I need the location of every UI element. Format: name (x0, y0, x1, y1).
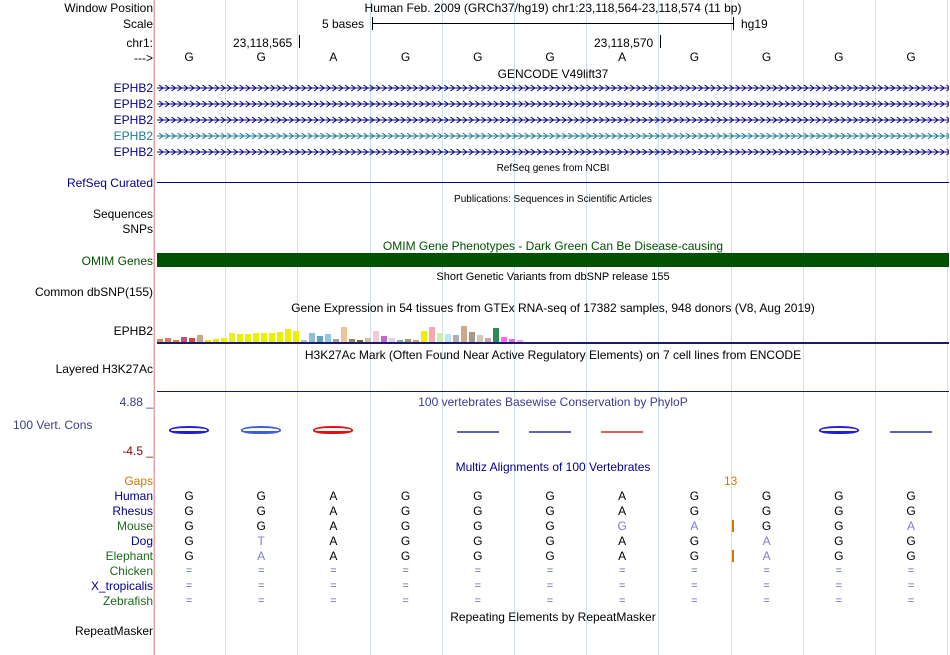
refseq-gene-line[interactable] (157, 182, 949, 183)
alignment-base: G (256, 504, 266, 518)
species-label[interactable]: Human (114, 489, 153, 503)
position-tick-2 (660, 35, 661, 48)
sequences-label[interactable]: Sequences (92, 207, 153, 221)
alignment-base: = (257, 595, 265, 607)
gtex-tissue-bar[interactable] (437, 333, 443, 342)
alignment-base: A (257, 549, 266, 563)
alignment-base: G (617, 519, 627, 533)
gtex-tissue-bar[interactable] (325, 334, 331, 342)
alignment-base: = (691, 595, 698, 607)
alignment-base: G (473, 534, 483, 548)
alignment-base: G (834, 504, 844, 518)
alignment-base: G (545, 489, 555, 503)
alignment-base: G (256, 519, 266, 533)
label-column-divider (154, 0, 155, 655)
gencode-transcript-label[interactable]: EPHB2 (113, 145, 153, 159)
gtex-tissue-bar[interactable] (197, 335, 203, 342)
alignment-base: = (907, 565, 915, 577)
alignment-base: A (329, 504, 338, 518)
alignment-base: = (763, 595, 770, 607)
conservation-logo (601, 431, 643, 433)
alignment-base: G (184, 549, 194, 563)
species-label[interactable]: Rhesus (112, 504, 153, 518)
alignment-base: = (330, 580, 337, 592)
assembly-label: hg19 (741, 17, 768, 31)
alignment-base: G (545, 549, 555, 563)
alignment-base: = (835, 565, 843, 577)
gtex-tissue-bar[interactable] (493, 328, 499, 342)
gtex-tissue-bar[interactable] (477, 335, 483, 342)
dbsnp-label[interactable]: Common dbSNP(155) (34, 285, 153, 299)
gencode-transcript-label[interactable]: EPHB2 (113, 113, 153, 127)
alignment-base: G (761, 504, 772, 518)
alignment-base: A (618, 549, 627, 563)
phylop-track-title: 100 vertebrates Basewise Conservation by PhyloP (418, 395, 688, 409)
alignment-base: G (545, 534, 555, 548)
gtex-tissue-bar[interactable] (237, 334, 243, 342)
gencode-transcript-arrows[interactable] (157, 130, 949, 142)
alignment-base: = (835, 580, 843, 592)
alignment-base: G (689, 534, 700, 548)
species-label[interactable]: Dog (130, 534, 153, 548)
window-position-label: Window Position (64, 1, 153, 15)
alignment-base: G (473, 549, 483, 563)
alignment-base: = (546, 565, 554, 577)
alignment-base: = (907, 580, 915, 592)
omim-track-title: OMIM Gene Phenotypes - Dark Green Can Be Disease-causing (382, 239, 724, 253)
alignment-base: G (184, 519, 194, 533)
gencode-transcript-arrows[interactable] (157, 146, 949, 158)
refseq-track-title: RefSeq genes from NCBI (496, 163, 610, 174)
alignment-base: = (185, 595, 193, 607)
insertion-marker (732, 550, 734, 562)
reference-base: A (329, 50, 338, 64)
repeatmasker-track-title: Repeating Elements by RepeatMasker (450, 610, 656, 624)
gaps-label[interactable]: Gaps (124, 474, 153, 488)
browser-title: Human Feb. 2009 (GRCh37/hg19) chr1:23,118,564-23,118,574 (11 bp) (364, 1, 742, 15)
snps-label[interactable]: SNPs (122, 222, 153, 236)
reference-base: G (761, 50, 772, 64)
alignment-base: = (402, 580, 409, 592)
gtex-tissue-bar[interactable] (453, 335, 459, 342)
alignment-base: G (184, 489, 194, 503)
alignment-base: G (689, 489, 700, 503)
conservation-logo (169, 426, 209, 434)
gtex-tissue-bar[interactable] (293, 331, 299, 342)
reference-base: G (545, 50, 555, 64)
alignment-base: G (400, 504, 411, 518)
gtex-tissue-bar[interactable] (309, 333, 315, 342)
alignment-base: A (762, 534, 771, 548)
gtex-baseline (157, 342, 949, 344)
reference-base: A (618, 50, 627, 64)
refseq-label[interactable]: RefSeq Curated (66, 176, 153, 190)
gtex-tissue-bar[interactable] (429, 327, 435, 342)
reference-base: G (473, 50, 483, 64)
alignment-base: G (400, 519, 411, 533)
alignment-base: A (618, 489, 627, 503)
scale-bar (372, 23, 733, 24)
alignment-base: = (330, 595, 337, 607)
conservation-logo (313, 426, 353, 434)
alignment-base: G (184, 534, 194, 548)
species-label[interactable]: X_tropicalis (90, 579, 153, 593)
alignment-base: G (906, 489, 916, 503)
gencode-transcript-arrows[interactable] (157, 114, 949, 126)
alignment-base: = (763, 565, 770, 577)
alignment-base: = (402, 595, 409, 607)
gencode-transcript-label[interactable]: EPHB2 (113, 81, 153, 95)
alignment-base: = (691, 580, 698, 592)
gtex-tissue-bar[interactable] (373, 331, 379, 342)
alignment-base: = (907, 595, 915, 607)
insertion-marker (732, 520, 734, 532)
reference-base: G (184, 50, 194, 64)
alignment-base: G (906, 549, 916, 563)
phylop-min-label: -4.5 _ (122, 444, 153, 458)
gap-count: 13 (724, 474, 738, 488)
reference-base: G (689, 50, 700, 64)
conservation-logo (457, 431, 499, 433)
gencode-transcript-arrows[interactable] (157, 82, 949, 94)
alignment-base: G (473, 519, 483, 533)
species-label[interactable]: Chicken (109, 564, 153, 578)
gtex-label[interactable]: EPHB2 (113, 324, 153, 338)
alignment-base: G (400, 489, 411, 503)
gtex-track-title: Gene Expression in 54 tissues from GTEx RNA-seq of 17382 samples, 948 donors (V8, Aug 2019) (291, 301, 815, 315)
scale-bar-left-tick (372, 17, 373, 30)
alignment-base: = (618, 580, 626, 592)
alignment-base: A (329, 489, 338, 503)
alignment-base: G (473, 504, 483, 518)
alignment-base: = (546, 580, 554, 592)
gtex-tissue-bar[interactable] (229, 333, 235, 342)
alignment-base: A (618, 534, 627, 548)
alignment-base: = (185, 565, 193, 577)
phylop-max-label: 4.88 _ (119, 395, 153, 409)
alignment-base: = (618, 595, 626, 607)
h3k27ac-baseline (157, 391, 949, 392)
gtex-tissue-bar[interactable] (269, 333, 275, 342)
alignment-base: G (689, 549, 700, 563)
position-tick-1 (299, 35, 300, 48)
alignment-base: G (184, 504, 194, 518)
chr-label: chr1: (126, 36, 153, 50)
gtex-tissue-bar[interactable] (253, 333, 259, 342)
gtex-expression-chart[interactable] (157, 316, 949, 342)
reference-base: G (834, 50, 844, 64)
gtex-tissue-bar[interactable] (277, 332, 283, 342)
conservation-label[interactable]: 100 Vert. Cons (13, 418, 93, 432)
alignment-base: G (834, 489, 844, 503)
alignment-base: G (689, 504, 700, 518)
alignment-base: = (546, 595, 554, 607)
alignment-base: = (763, 580, 770, 592)
alignment-base: G (400, 549, 411, 563)
repeatmasker-label[interactable]: RepeatMasker (74, 624, 153, 638)
alignment-base: = (257, 580, 265, 592)
h3k27ac-label[interactable]: Layered H3K27Ac (55, 362, 153, 376)
gtex-tissue-bar[interactable] (461, 326, 467, 342)
alignment-base: T (257, 534, 265, 548)
gtex-tissue-bar[interactable] (245, 334, 251, 342)
gtex-tissue-bar[interactable] (421, 331, 427, 342)
reference-base: G (400, 50, 411, 64)
alignment-base: = (835, 595, 843, 607)
alignment-base: = (474, 580, 482, 592)
gencode-track-title: GENCODE V49lift37 (497, 67, 609, 81)
omim-gene-bar[interactable] (157, 253, 949, 267)
alignment-base: = (474, 565, 482, 577)
alignment-base: G (834, 549, 844, 563)
dbsnp-track-title: Short Genetic Variants from dbSNP release 155 (436, 271, 670, 283)
position-tick-label-1: 23,118,565 (233, 36, 293, 50)
species-label[interactable]: Elephant (105, 549, 153, 563)
alignment-base: G (761, 519, 772, 533)
multiz-track-title: Multiz Alignments of 100 Vertebrates (455, 460, 651, 474)
species-label[interactable]: Zebrafish (102, 594, 153, 608)
scale-text: 5 bases (322, 17, 365, 31)
alignment-base: G (761, 489, 772, 503)
alignment-base: = (330, 565, 337, 577)
strand-arrow-label: ---> (134, 51, 153, 65)
gtex-tissue-bar[interactable] (285, 329, 291, 342)
alignment-base: A (762, 549, 771, 563)
alignment-base: = (691, 565, 698, 577)
conservation-logo (241, 426, 281, 434)
gencode-transcript-label[interactable]: EPHB2 (113, 97, 153, 111)
alignment-base: = (257, 565, 265, 577)
alignment-base: G (545, 504, 555, 518)
gencode-transcript-arrows[interactable] (157, 98, 949, 110)
publications-track-title: Publications: Sequences in Scientific Articles (454, 194, 652, 205)
reference-base: G (256, 50, 266, 64)
alignment-base: = (185, 580, 193, 592)
alignment-base: = (402, 565, 409, 577)
alignment-base: A (329, 519, 338, 533)
alignment-base: G (906, 534, 916, 548)
alignment-base: G (256, 489, 266, 503)
alignment-base: A (906, 519, 915, 533)
scale-label: Scale (122, 17, 153, 31)
conservation-logo (529, 431, 571, 433)
alignment-base: A (690, 519, 699, 533)
reference-base: G (906, 50, 916, 64)
alignment-base: G (400, 534, 411, 548)
gtex-tissue-bar[interactable] (261, 333, 267, 342)
alignment-base: G (834, 534, 844, 548)
alignment-base: = (618, 565, 626, 577)
gtex-tissue-bar[interactable] (469, 332, 475, 342)
gtex-tissue-bar[interactable] (341, 327, 347, 342)
alignment-base: G (473, 489, 483, 503)
alignment-base: G (906, 504, 916, 518)
conservation-logo (819, 426, 859, 434)
position-tick-label-2: 23,118,570 (594, 36, 654, 50)
alignment-base: G (545, 519, 555, 533)
scale-bar-right-tick (733, 17, 734, 30)
alignment-base: A (329, 549, 338, 563)
species-label[interactable]: Mouse (116, 519, 153, 533)
alignment-base: G (834, 519, 844, 533)
alignment-base: A (618, 504, 627, 518)
omim-label[interactable]: OMIM Genes (81, 254, 153, 268)
alignment-base: = (474, 595, 482, 607)
h3k27ac-track-title: H3K27Ac Mark (Often Found Near Active Regulatory Elements) on 7 cell lines from ENCODE (304, 348, 802, 362)
gencode-transcript-label[interactable]: EPHB2 (113, 129, 153, 143)
conservation-logo (890, 431, 932, 433)
alignment-base: A (329, 534, 338, 548)
gtex-tissue-bar[interactable] (445, 334, 451, 342)
